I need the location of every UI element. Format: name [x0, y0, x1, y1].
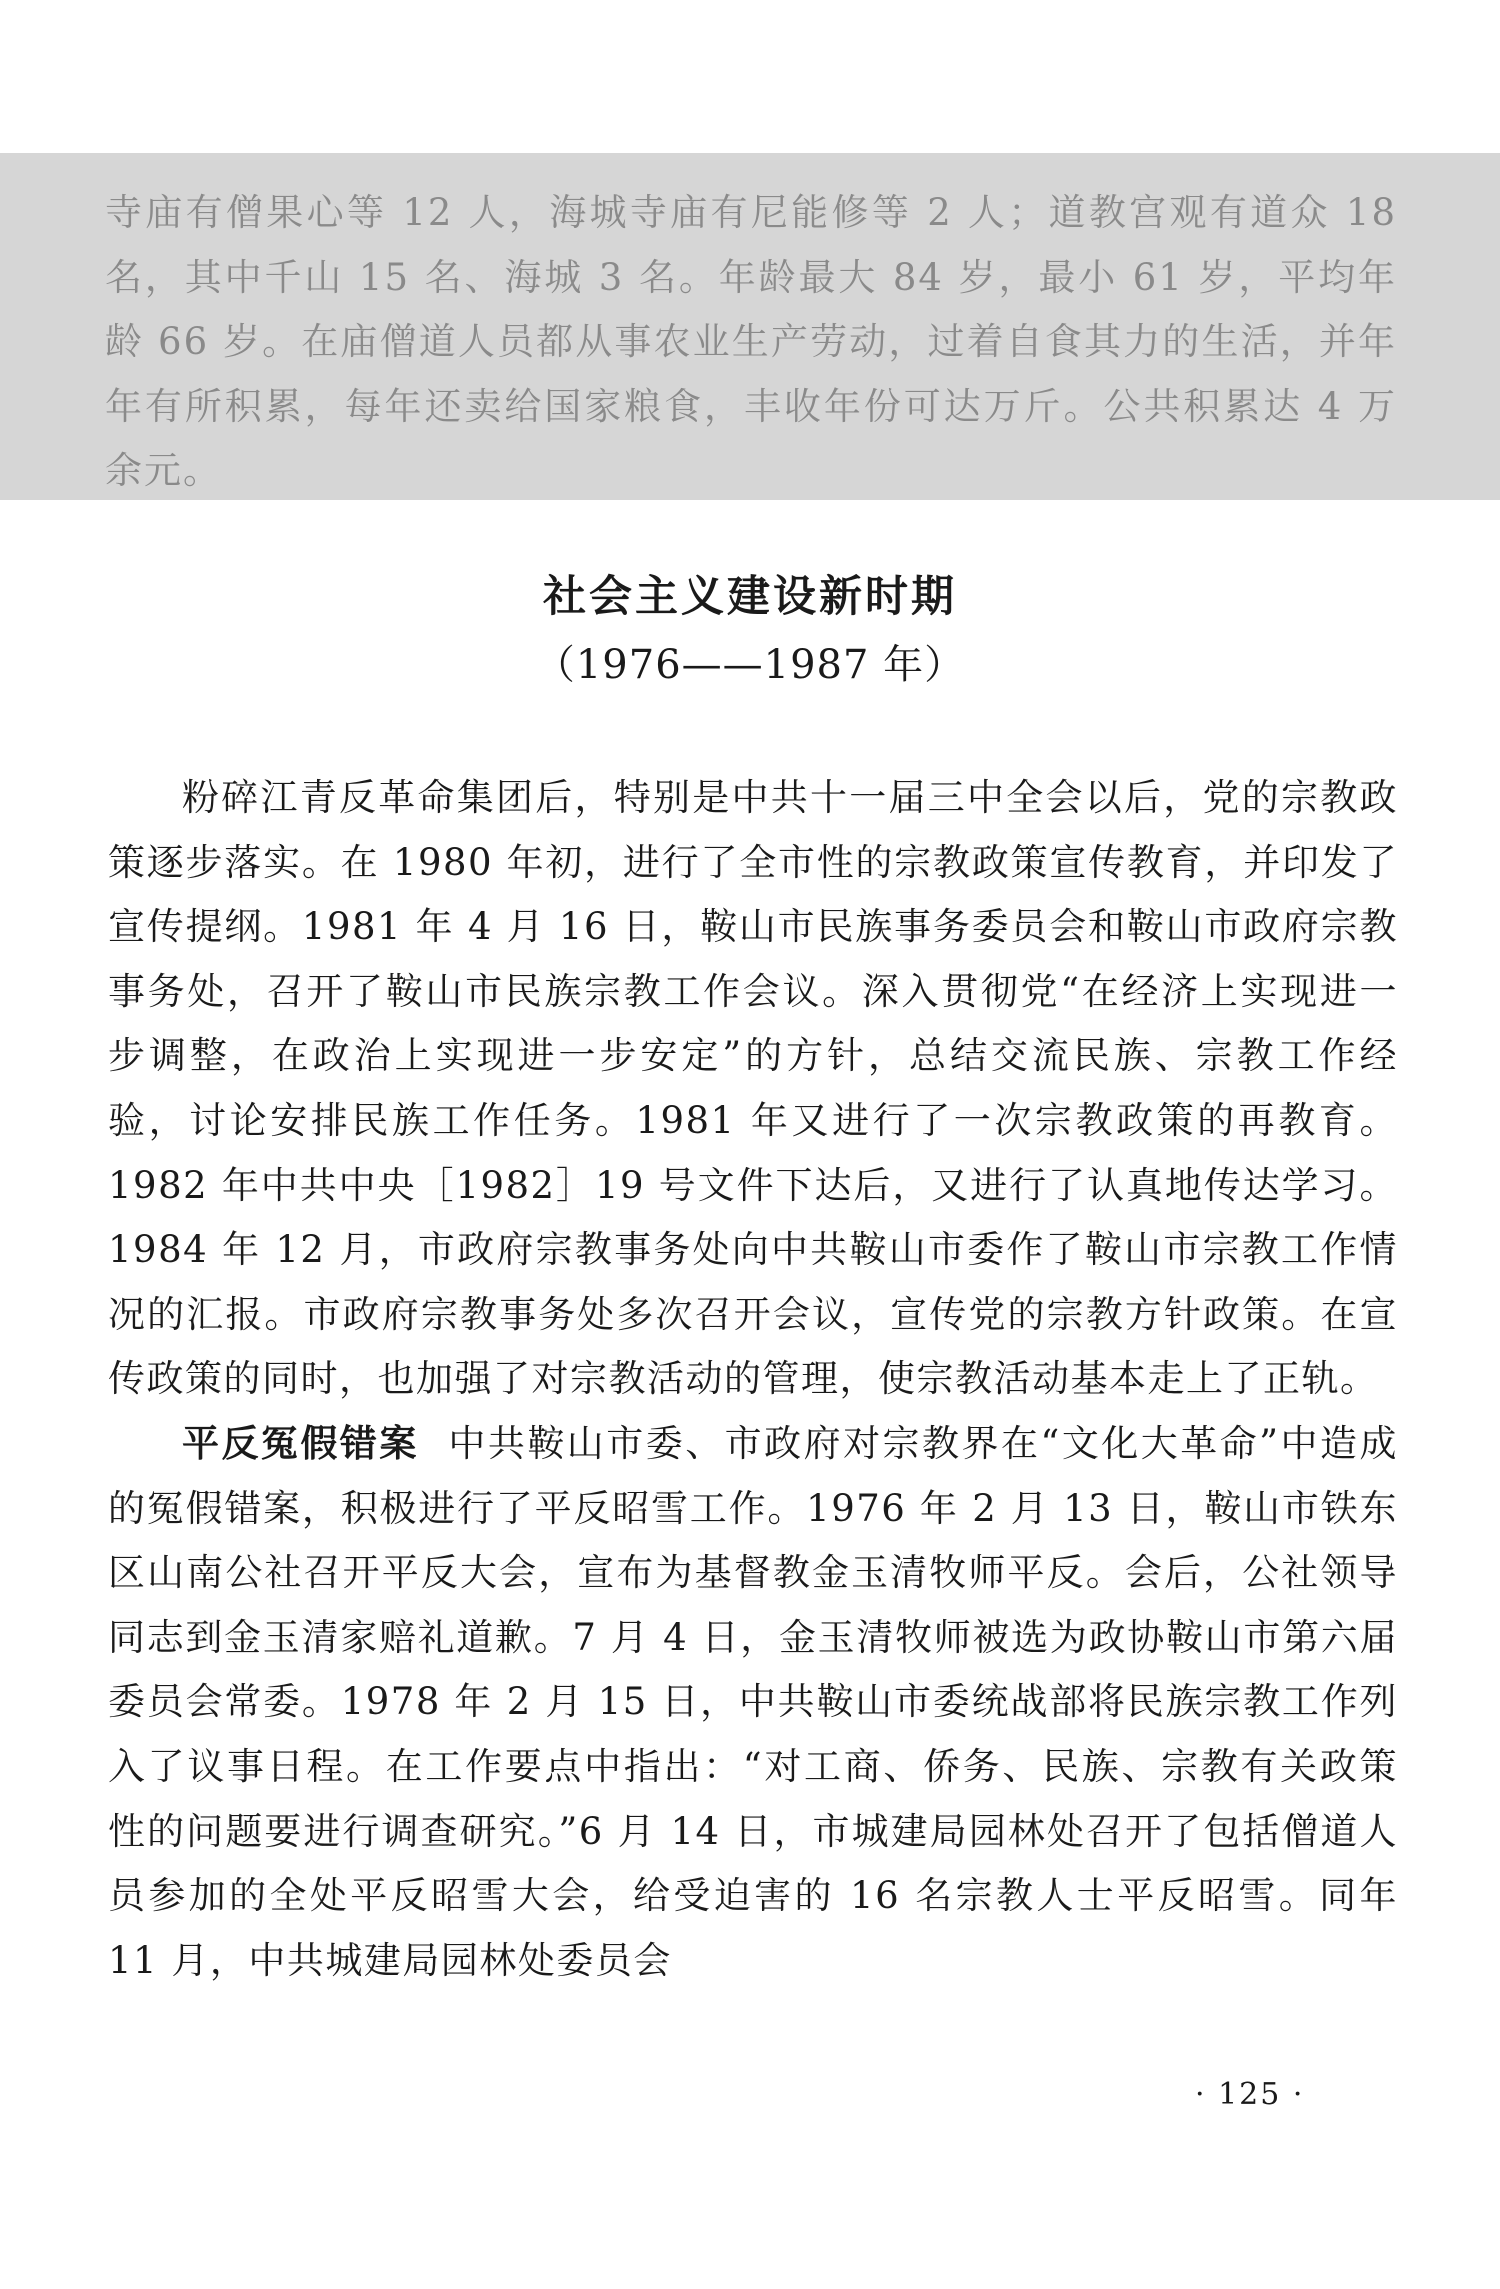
- body-text: [108, 766, 1398, 1993]
- paragraph-2: [108, 1412, 1398, 1993]
- section-heading: 平反冤假错案: [182, 1421, 419, 1465]
- section-subtitle: （1976——1987 年）: [534, 642, 966, 688]
- previous-text-band: [0, 153, 1500, 500]
- previous-paragraph: 寺庙有僧果心等 12 人，海城寺庙有尼能修等 2 人；道教宫观有道众 18 名，其中千山 15 名、海城 3 名。年龄最大 84 岁，最小 61 岁，平均年龄 66 岁。在庙僧道人员都从事农业生产劳动，过着自食其力的生活，并年年有所积累，每年还卖给国家粮食，丰收年份可达万斤。公共积累达 4 万余元。: [105, 191, 1397, 492]
- paragraph-1: 粉碎江青反革命集团后，特别是中共十一届三中全会以后，党的宗教政策逐步落实。在 1980 年初，进行了全市性的宗教政策宣传教育，并印发了宣传提纲。1981 年 4 月 16 日，鞍山市民族事务委员会和鞍山市政府宗教事务处，召开了鞍山市民族宗教工作会议。深入贯彻党“在经济上实现进一步调整，在政治上实现进一步安定”的方针，总结交流民族、宗教工作经验，讨论安排民族工作任务。1981 年又进行了一次宗教政策的再教育。1982 年中共中央［1982］19 号文件下达后，又进行了认真地传达学习。1984 年 12 月，市政府宗教事务处向中共鞍山市委作了鞍山市宗教工作情况的汇报。市政府宗教事务处多次召开会议，宣传党的宗教方针政策。在宣传政策的同时，也加强了对宗教活动的管理，使宗教活动基本走上了正轨。: [108, 776, 1398, 1401]
- paragraph-2-text: 中共鞍山市委、市政府对宗教界在“文化大革命”中造成的冤假错案，积极进行了平反昭雪工作。1976 年 2 月 13 日，鞍山市铁东区山南公社召开平反大会，宣布为基督教金玉清牧师平反。会后，公社领导同志到金玉清家赔礼道歉。7 月 4 日，金玉清牧师被选为政协鞍山市第六届委员会常委。1978 年 2 月 15 日，中共鞍山市委统战部将民族宗教工作列入了议事日程。在工作要点中指出：“对工商、侨务、民族、宗教有关政策性的问题要进行调查研究。”6 月 14 日，市城建局园林处召开了包括僧道人员参加的全处平反昭雪大会，给受迫害的 16 名宗教人士平反昭雪。同年 11 月，中共城建局园林处委员会: [108, 1421, 1398, 1982]
- section-title: 社会主义建设新时期: [543, 572, 957, 622]
- page-number: · 125 ·: [1195, 2077, 1305, 2112]
